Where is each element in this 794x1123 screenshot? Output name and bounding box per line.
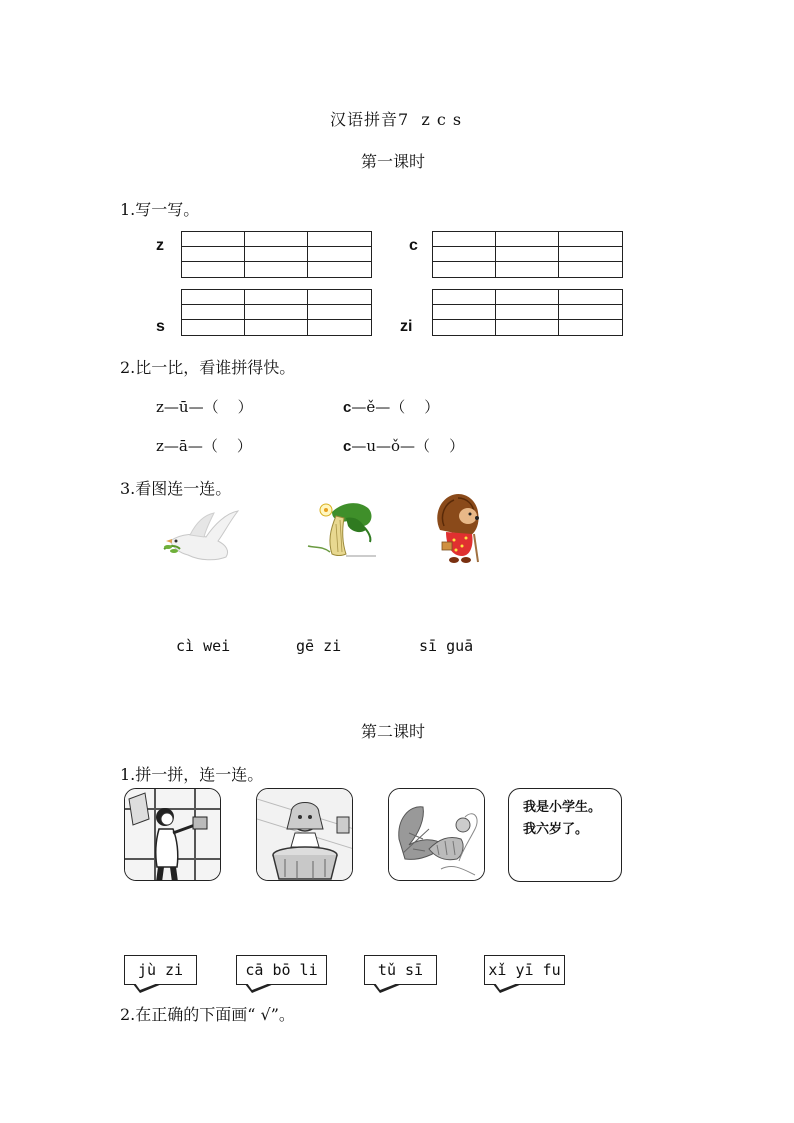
speech-line-1: 我是小学生。 xyxy=(523,800,602,815)
speech-box[interactable] xyxy=(508,788,622,882)
spell-item-4[interactable]: c—u—ǒ—（ ） xyxy=(343,437,465,455)
match-word-2[interactable]: gē zi xyxy=(296,637,342,655)
q1-spell-match: 1.拼一拼，连一连。 xyxy=(120,765,264,784)
silkworm-icon xyxy=(389,789,485,881)
speech-line-2: 我六岁了。 xyxy=(523,822,589,837)
grid-label-s: s xyxy=(156,318,165,335)
match-word-1[interactable]: cì wei xyxy=(176,637,231,655)
picture-washing-clothes[interactable] xyxy=(256,788,353,881)
writing-grid-zi[interactable] xyxy=(432,289,623,336)
q2-spell: 2.比一比，看谁拼得快。 xyxy=(120,358,296,377)
pinyin-tag-4[interactable]: xǐ yī fu xyxy=(484,955,565,985)
hedgehog-icon[interactable] xyxy=(432,490,482,566)
grid-label-z: z xyxy=(156,237,164,254)
pinyin-tag-2[interactable]: cā bō li xyxy=(236,955,327,985)
lesson2-heading: 第二课时 xyxy=(361,722,426,741)
spell-item-1[interactable]: z—ū—（ ） xyxy=(156,398,253,416)
page-title: 汉语拼音7 z c s xyxy=(330,110,463,129)
q1-write: 1.写一写。 xyxy=(120,200,200,219)
spell-item-3[interactable]: z—ā—（ ） xyxy=(156,437,252,455)
loofah-icon[interactable] xyxy=(302,496,378,560)
writing-grid-s[interactable] xyxy=(181,289,372,336)
pinyin-tag-1[interactable]: jù zi xyxy=(124,955,197,985)
match-word-3[interactable]: sī guā xyxy=(419,637,474,655)
spell-item-2[interactable]: c—ě—（ ） xyxy=(343,398,440,416)
writing-grid-z[interactable] xyxy=(181,231,372,278)
q2-check: 2.在正确的下面画“ √”。 xyxy=(120,1005,295,1024)
washing-clothes-icon xyxy=(257,789,353,881)
writing-grid-c[interactable] xyxy=(432,231,623,278)
picture-silkworm[interactable] xyxy=(388,788,485,881)
q3-match: 3.看图连一连。 xyxy=(120,479,232,498)
window-cleaning-icon xyxy=(125,789,221,881)
grid-label-c: c xyxy=(409,237,418,254)
grid-label-zi: zi xyxy=(400,318,413,335)
lesson1-heading: 第一课时 xyxy=(361,152,426,171)
pinyin-tag-3[interactable]: tǔ sī xyxy=(364,955,437,985)
picture-window-cleaning[interactable] xyxy=(124,788,221,881)
dove-icon[interactable] xyxy=(160,505,242,567)
